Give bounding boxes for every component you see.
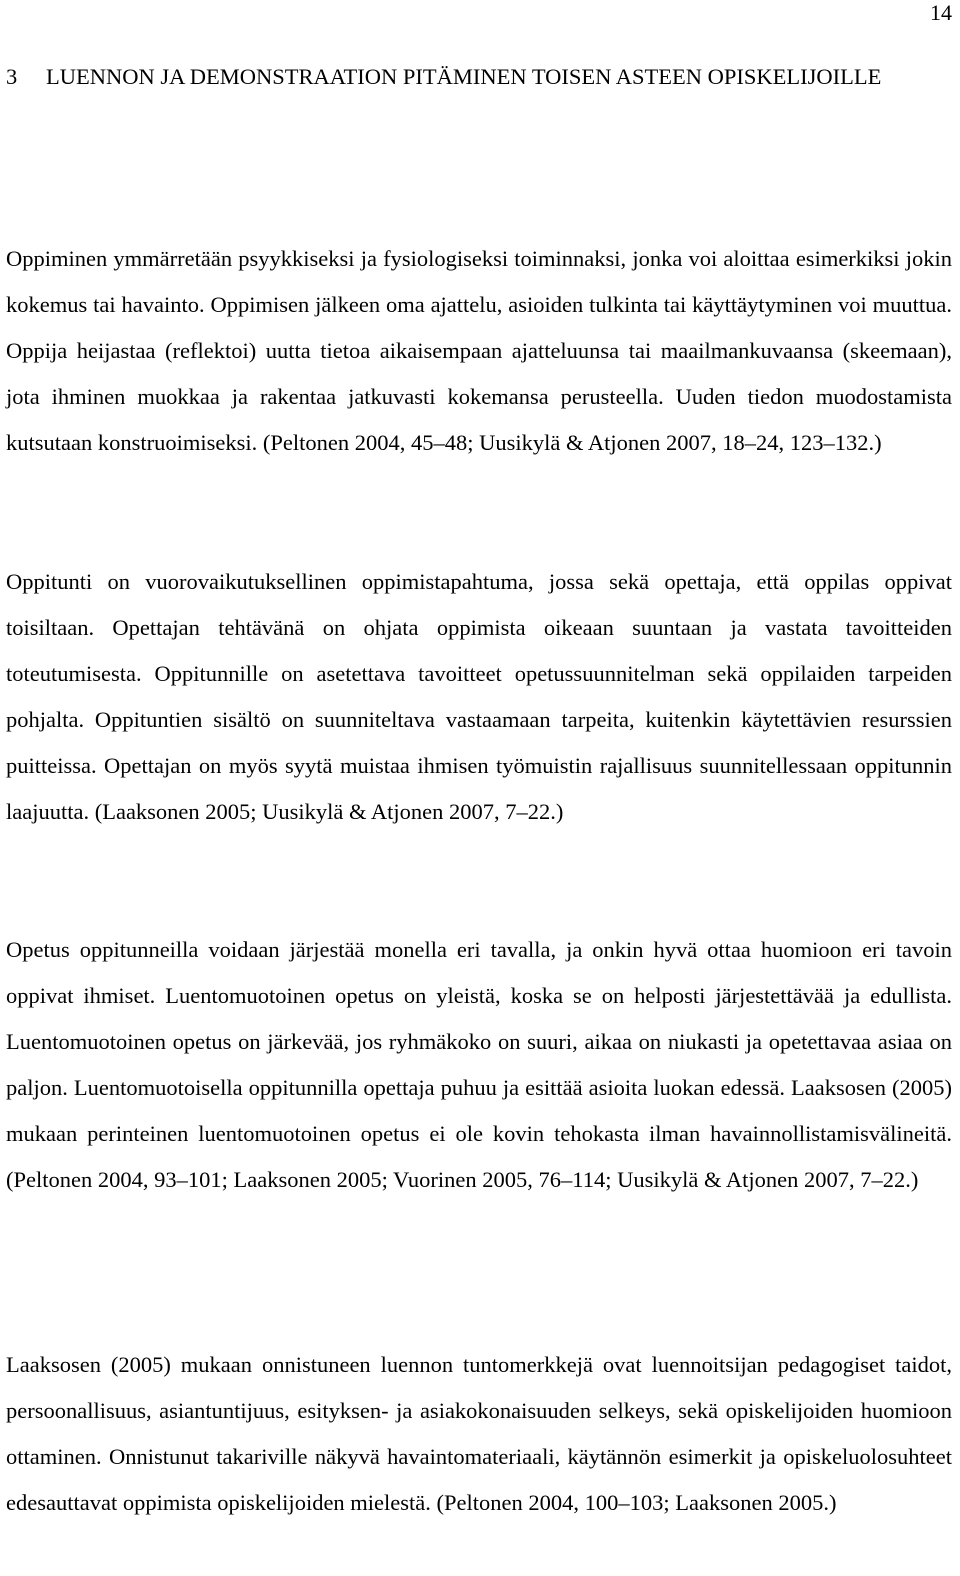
chapter-number: 3 [6, 64, 18, 89]
paragraph-successful-lecture: Laaksosen (2005) mukaan onnistuneen luennon tuntomerkkejä ovat luennoitsijan pedagogiset taidot, persoonallisuus, asiantuntijuus, esityksen- ja asiakokonaisuuden selkeys, sekä opiskelijoiden huomioon ottaminen. Onnistunut takariville näkyvä havaintomateriaali, käytännön esimerkit ja opiskeluolosuhteet edesauttavat oppimista opiskelijoiden mielestä. (Peltonen 2004, 100–103; Laaksonen 2005.) [6, 1352, 952, 1515]
paragraph-lesson: Oppitunti on vuorovaikutuksellinen oppimistapahtuma, jossa sekä opettaja, että oppilas oppivat toisiltaan. Opettajan tehtävänä on ohjata oppimista oikeaan suuntaan ja vastata tavoitteiden toteutumisesta. Oppitunnille on asetettava tavoitteet opetussuunnitelman sekä oppilaiden tarpeiden pohjalta. Oppituntien sisältö on suunniteltava vastaamaan tarpeita, kuitenkin käytettävien resurssien puitteissa. Opettajan on myös syytä muistaa ihmisen työmuistin rajallisuus suunnitellessaan oppitunnin laajuutta. (Laaksonen 2005; Uusikylä & Atjonen 2007, 7–22.) [6, 569, 952, 824]
chapter-heading [6, 54, 946, 100]
paragraph-learning: Oppiminen ymmärretään psyykkiseksi ja fysiologiseksi toiminnaksi, jonka voi aloittaa esimerkiksi jokin kokemus tai havainto. Oppimisen jälkeen oma ajattelu, asioiden tulkinta tai käyttäytyminen voi muuttua. Oppija heijastaa (reflektoi) uutta tietoa aikaisempaan ajatteluunsa tai maailmankuvaansa (skeemaan), jota ihminen muokkaa ja rakentaa jatkuvasti kokemansa perusteella. Uuden tiedon muodostamista kutsutaan konstruoimiseksi. (Peltonen 2004, 45–48; Uusikylä & Atjonen 2007, 18–24, 123–132.) [6, 246, 952, 455]
page-number: 14 [930, 0, 952, 25]
paragraph-teaching-methods: Opetus oppitunneilla voidaan järjestää monella eri tavalla, ja onkin hyvä ottaa huomioon eri tavoin oppivat ihmiset. Luentomuotoinen opetus on yleistä, koska se on helposti järjestettävää ja edullista. Luentomuotoinen opetus on järkevää, jos ryhmäkoko on suuri, aikaa on niukasti ja opetettavaa asiaa on paljon. Luentomuotoisella oppitunnilla opettaja puhuu ja esittää asioita luokan edessä. Laaksosen (2005) mukaan perinteinen luentomuotoinen opetus ei ole kovin tehokasta ilman havainnollistamisvälineitä. (Peltonen 2004, 93–101; Laaksonen 2005; Vuorinen 2005, 76–114; Uusikylä & Atjonen 2007, 7–22.) [6, 937, 952, 1192]
chapter-title: LUENNON JA DEMONSTRAATION PITÄMINEN TOISEN ASTEEN OPISKELIJOILLE [46, 64, 882, 89]
